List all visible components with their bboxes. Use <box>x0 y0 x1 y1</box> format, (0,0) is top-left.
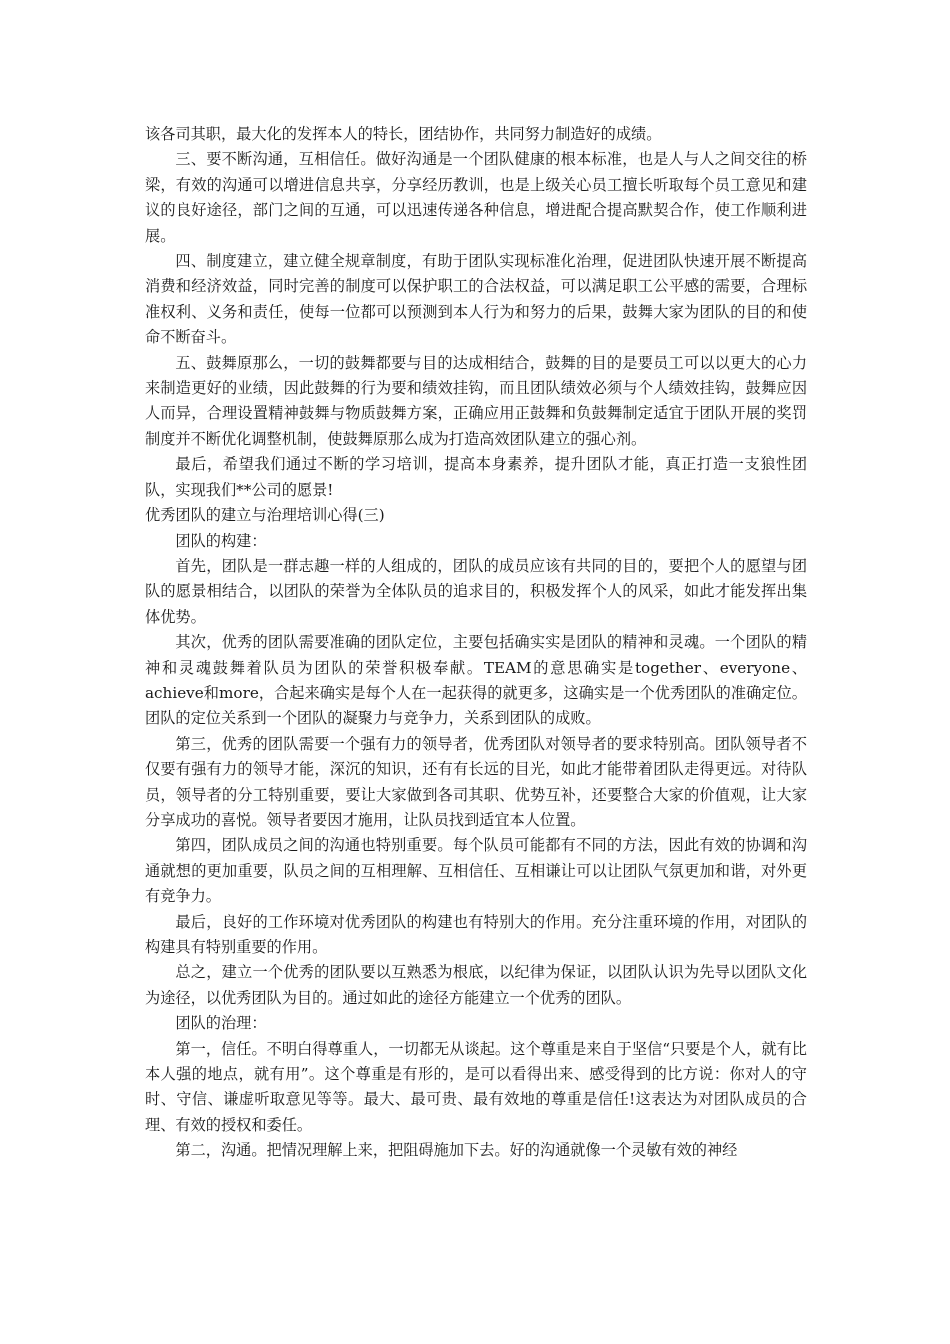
paragraph-system: 四、制度建立，建立健全规章制度，有助于团队实现标准化治理，促进团队快速开展不断提高消费和经济效益，同时完善的制度可以保护职工的合法权益，可以满足职工公平感的需要，合理标准权利、义务和责任，使每一位都可以预测到本人行为和努力的后果，鼓舞大家为团队的目的和使命不断奋斗。 <box>145 252 807 347</box>
paragraph-third: 第三，优秀的团队需要一个强有力的领导者，优秀团队对领导者的要求特别高。团队领导者不仅要有强有力的领导才能，深沉的知识，还有有长远的目光，如此才能带着团队走得更远。对待队员，领导者的分工特别重要，要让大家做到各司其职、优势互补，还要整合大家的价值观，让大家分享成功的喜悦。领导者要因才施用，让队员找到适宜本人位置。 <box>145 734 807 829</box>
paragraph-incentive: 五、鼓舞原那么，一切的鼓舞都要与目的达成相结合，鼓舞的目的是要员工可以以更大的心力来制造更好的业绩，因此鼓舞的行为要和绩效挂钩，而且团队绩效必须与个人绩效挂钩，鼓舞应因人而异，合理设置精神鼓舞与物质鼓舞方案，正确应用正鼓舞和负鼓舞制定适宜于团队开展的奖罚制度并不断优化调整机制，使鼓舞原那么成为打造高效团队建立的强心剂。 <box>145 353 807 448</box>
paragraph-environment: 最后，良好的工作环境对优秀团队的构建也有特别大的作用。充分注重环境的作用，对团队的构建具有特别重要的作用。 <box>145 912 807 956</box>
section-title: 优秀团队的建立与治理培训心得(三) <box>145 506 385 525</box>
paragraph-communication-management: 第二，沟通。把情况理解上来，把阻碍施加下去。好的沟通就像一个灵敏有效的神经 <box>175 1141 738 1160</box>
paragraph-conclusion: 最后，希望我们通过不断的学习培训，提高本身素养，提升团队才能，真正打造一支狼性团队，实现我们**公司的愿景! <box>145 455 807 499</box>
paragraph-trust: 第一，信任。不明白得尊重人，一切都无从谈起。这个尊重是来自于坚信“只要是个人，就有比本人强的地点，就有用”。这个尊重是有形的，是可以看得出来、感受得到的比方说：你对人的守时、守信、谦虚听取意见等等。最大、最可贵、最有效地的尊重是信任!这表达为对团队成员的合理、有效的授权和委任。 <box>145 1039 807 1134</box>
paragraph-fourth: 第四，团队成员之间的沟通也特别重要。每个队员可能都有不同的方法，因此有效的协调和沟通就想的更加重要，队员之间的互相理解、互相信任、互相谦让可以让团队气氛更加和谐，对外更有竞争力。 <box>145 836 807 906</box>
paragraph-continuation: 该各司其职，最大化的发挥本人的特长，团结协作，共同努力制造好的成绩。 <box>145 125 662 143</box>
document-page <box>145 122 807 1164</box>
paragraph-communication: 三、要不断沟通，互相信任。做好沟通是一个团队健康的根本标准，也是人与人之间交往的桥梁，有效的沟通可以增进信息共享，分享经历教训，也是上级关心员工擅长听取每个员工意见和建议的良好途径，部门之间的互通，可以迅速传递各种信息，增进配合提高默契合作，使工作顺利进展。 <box>145 150 807 245</box>
subheading-team-management: 团队的治理： <box>175 1014 267 1033</box>
paragraph-summary: 总之，建立一个优秀的团队要以互熟悉为根底，以纪律为保证，以团队认识为先导以团队文化为途径，以优秀团队为目的。通过如此的途径方能建立一个优秀的团队。 <box>145 963 807 1007</box>
paragraph-first: 首先，团队是一群志趣一样的人组成的，团队的成员应该有共同的目的，要把个人的愿望与团队的愿景相结合，以团队的荣誉为全体队员的追求目的，积极发挥个人的风采，如此才能发挥出集体优势。 <box>145 556 807 626</box>
subheading-team-building: 团队的构建： <box>175 531 267 550</box>
paragraph-second: 其次，优秀的团队需要准确的团队定位，主要包括确实实是团队的精神和灵魂。一个团队的精神和灵魂鼓舞着队员为团队的荣誉积极奉献。TEAM的意思确实是together、everyone、achieve和more，合起来确实是每个人在一起获得的就更多，这确实是一个优秀团队的准确定位。团队的定位关系到一个团队的凝聚力与竞争力，关系到团队的成败。 <box>145 633 807 728</box>
